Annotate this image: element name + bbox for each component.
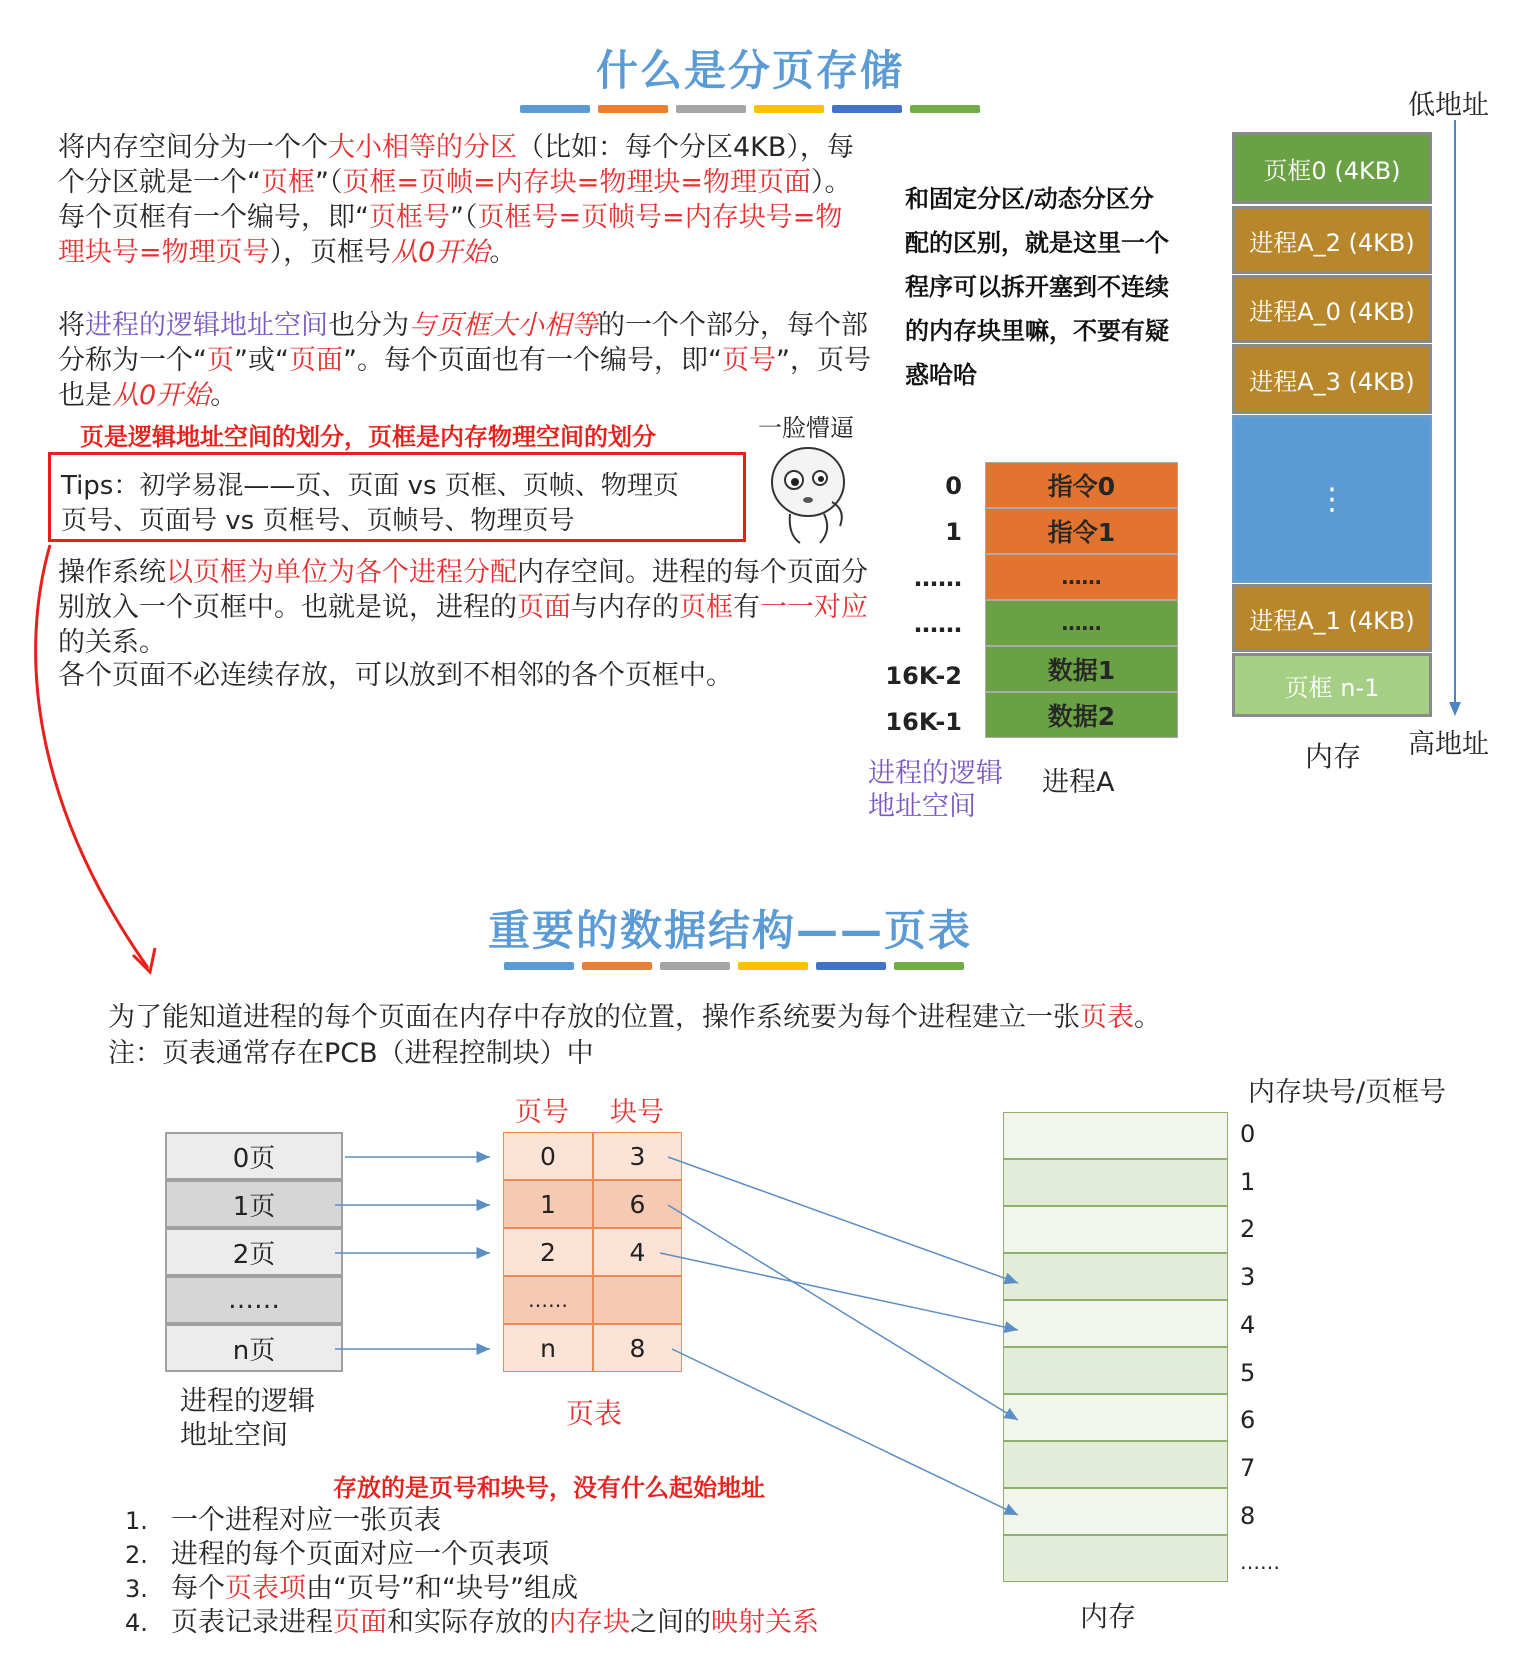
meme-caption: 一脸懵逼 <box>758 414 854 442</box>
list-item: 4. 页表记录进程页面和实际存放的内存块之间的映射关系 <box>125 1607 819 1638</box>
memory-index-0: 0 <box>1240 1120 1256 1148</box>
p2-segment: 将 <box>58 310 85 341</box>
p2-segment: 即“ <box>680 345 722 376</box>
p3-segment: 内存空间。进程的每个 <box>517 557 787 588</box>
p1-segment: ”（ <box>450 202 478 233</box>
p1-segment: ），页框号 <box>269 237 392 268</box>
p1-segment: 页框 <box>261 167 315 198</box>
p2-segment: 进程的逻辑地址空间 <box>85 310 328 341</box>
list-segment: 之间的 <box>630 1607 711 1638</box>
process-logical-caption: 进程的逻辑 地址空间 <box>868 758 1003 822</box>
p2-segment: 每个部分称为一个“ <box>58 310 868 376</box>
list-segment: 进程的每个页面对应一个页表项 <box>171 1539 549 1570</box>
annotation-page-vs-frame: 页是逻辑地址空间的划分，页框是内存物理空间的划分 <box>80 423 656 451</box>
list-segment: 映射关系 <box>711 1607 819 1638</box>
p2-segment: ”。每个页面也有一个编号， <box>342 345 681 376</box>
process-addr-3: …… <box>914 610 962 638</box>
p1-segment: 4KB），每个分区就是一个“ <box>58 132 854 198</box>
p2-segment: 的一个个部分， <box>598 310 787 341</box>
memory-index-4: 4 <box>1240 1311 1256 1339</box>
p2-segment: 与页框大小相等 <box>409 310 598 341</box>
list-segment: 由“页号”和“块号”组成 <box>306 1573 578 1604</box>
list-item: 3. 每个页表项由“页号”和“块号”组成 <box>125 1573 578 1604</box>
p1-segment: 块=物理页面 <box>653 167 811 198</box>
p1-segment: ”（ <box>315 167 343 198</box>
table-page-more: …… <box>503 1276 593 1324</box>
logical-page-n: n页 <box>165 1324 343 1372</box>
p3-segment: 以页框为单位为各个进程分配 <box>166 557 517 588</box>
memory-free-region: ⋮ <box>1232 415 1432 583</box>
p1-segment: （比如：每个分区 <box>517 132 733 163</box>
p1-segment: 页框号 <box>369 202 450 233</box>
logical-page-1: 1页 <box>165 1180 343 1228</box>
process-cell-instr1: 指令1 <box>985 508 1178 554</box>
p1-segment: 从0开始 <box>391 237 490 268</box>
memory-caption: 内存 <box>1305 740 1362 773</box>
list-segment: 页面 <box>333 1607 387 1638</box>
memory-index-2: 2 <box>1240 1215 1256 1243</box>
process-cell-instr0: 指令0 <box>985 462 1178 508</box>
section1-title: 什么是分页存储 <box>595 46 904 95</box>
tips-line-2: 页号、页面号 vs 页框号、页帧号、物理页号 <box>61 506 575 536</box>
p1-segment: ）。每个页框有一个编号，即“ <box>58 167 852 233</box>
p1-segment: 。 <box>489 237 517 268</box>
table-block-1: 6 <box>593 1180 682 1228</box>
list-item: 1. 一个进程对应一张页表 <box>125 1505 441 1536</box>
p3-segment: 一一对应 <box>760 592 868 623</box>
p2-segment: ”，页号也是 <box>58 345 871 411</box>
table-page-n: n <box>503 1324 593 1372</box>
memory-index-more: …… <box>1240 1550 1280 1574</box>
p3-segment: 有 <box>733 592 760 623</box>
process-cell-data-more: …… <box>985 600 1178 646</box>
list-item: 2. 进程的每个页面对应一个页表项 <box>125 1539 549 1570</box>
memory-frame-n-1: 页框 n-1 <box>1232 653 1432 717</box>
p3-segment: 页面分别放入一个页框中。也就是说，进程的 <box>58 557 868 623</box>
memory2-caption: 内存 <box>1080 1600 1137 1633</box>
p3-segment: 与内存的 <box>571 592 679 623</box>
table-page-1: 1 <box>503 1180 593 1228</box>
page-table-facts-list <box>125 1504 1025 1640</box>
memory-block-a3: 进程A_3 (4KB) <box>1232 344 1432 414</box>
table-block-2: 4 <box>593 1228 682 1276</box>
p2-segment: 页号 <box>721 345 776 376</box>
table-page-0: 0 <box>503 1132 593 1180</box>
paragraph-noncontiguous: 各个页面不必连续存放，可以放到不相邻的各个页框中。 <box>58 660 733 691</box>
p1-segment: 页框 <box>477 202 532 233</box>
page-number-header: 页号 <box>515 1097 569 1128</box>
section2-title: 重要的数据结构——页表 <box>487 906 972 955</box>
list-segment: 内存块 <box>549 1607 630 1638</box>
side-note: 和固定分区/动态分区分 配的区别，就是这里一个 程序可以拆开塞到不连续 的内存块里嘛，不要有疑 惑哈哈 <box>905 185 1169 389</box>
p3-segment: 页面 <box>517 592 571 623</box>
p2-segment: 从0开始 <box>112 380 211 411</box>
logical-page-2: 2页 <box>165 1228 343 1276</box>
logical-space-caption: 进程的逻辑 地址空间 <box>180 1386 315 1451</box>
list-segment: 页表项 <box>225 1573 306 1604</box>
intro-segment: 为了能知道进程的每个页面在内存中存放的位置，操作系统要为每个进程建立一张 <box>108 1002 1080 1033</box>
p2-segment: 。 <box>210 380 238 411</box>
memory-index-7: 7 <box>1240 1454 1256 1482</box>
table-page-2: 2 <box>503 1228 593 1276</box>
page-table-caption: 页表 <box>566 1397 623 1430</box>
p1-segment: 号=页帧号=内存块号=物理块号=物理页号 <box>58 202 843 268</box>
p2-segment: 也分为 <box>328 310 409 341</box>
memory-index-6: 6 <box>1240 1406 1256 1434</box>
memory-block-a0: 进程A_0 (4KB) <box>1232 275 1432 343</box>
block-number-header: 块号 <box>610 1097 664 1128</box>
tips-line-1: Tips：初学易混——页、页面 vs 页框、页帧、物理页 <box>61 471 679 501</box>
memory-index-8: 8 <box>1240 1502 1256 1530</box>
p2-segment: 页 <box>207 345 234 376</box>
high-address-label: 高地址 <box>1408 729 1489 760</box>
list-segment: 一个进程对应一张页表 <box>171 1505 441 1536</box>
intro-segment: 。 <box>1134 1002 1161 1033</box>
p2-segment: ”或“ <box>234 345 289 376</box>
list-segment: 页表记录进程 <box>171 1607 333 1638</box>
list-segment: 和实际存放的 <box>387 1607 549 1638</box>
memory-block-number-header: 内存块号/页框号 <box>1248 1077 1447 1108</box>
process-addr-4: 16K-2 <box>885 662 962 690</box>
logical-page-0: 0页 <box>165 1132 343 1180</box>
process-cell-data1: 数据1 <box>985 646 1178 692</box>
process-cell-data2: 数据2 <box>985 692 1178 738</box>
intro-segment: 页表 <box>1080 1002 1134 1033</box>
p3-segment: 操作系统 <box>58 557 166 588</box>
process-a-caption: 进程A <box>1042 767 1115 798</box>
memory-index-5: 5 <box>1240 1359 1256 1387</box>
p3-segment: 的关系。 <box>58 627 166 658</box>
memory-block-a1: 进程A_1 (4KB) <box>1232 584 1432 652</box>
table-block-n: 8 <box>593 1324 682 1372</box>
list-segment: 每个 <box>171 1573 225 1604</box>
memory-index-1: 1 <box>1240 1168 1256 1196</box>
p1-segment: 将内存空间分为一个个 <box>58 132 328 163</box>
process-cell-instr-more: …… <box>985 554 1178 600</box>
memory-index-3: 3 <box>1240 1263 1256 1291</box>
memory-frame-0: 页框0 (4KB) <box>1232 132 1432 204</box>
p3-segment: 页 <box>679 592 706 623</box>
p1-segment: 大小相等的分区 <box>328 132 517 163</box>
p2-segment: 页面 <box>288 345 343 376</box>
p3-segment: 框 <box>706 592 733 623</box>
process-addr-1: 1 <box>945 518 962 546</box>
table-block-0: 3 <box>593 1132 682 1180</box>
low-address-label: 低地址 <box>1408 90 1489 121</box>
annotation-no-start-address: 存放的是页号和块号，没有什么起始地址 <box>333 1474 765 1502</box>
p1-segment: 页框=页帧=内存块=物理 <box>342 167 654 198</box>
page-table-note: 注：页表通常存在PCB（进程控制块）中 <box>108 1038 594 1069</box>
process-addr-2: …… <box>914 564 962 592</box>
logical-page-more: …… <box>165 1276 343 1324</box>
process-addr-0: 0 <box>945 472 962 500</box>
process-addr-5: 16K-1 <box>885 708 962 736</box>
memory-block-a2: 进程A_2 (4KB) <box>1232 206 1432 274</box>
